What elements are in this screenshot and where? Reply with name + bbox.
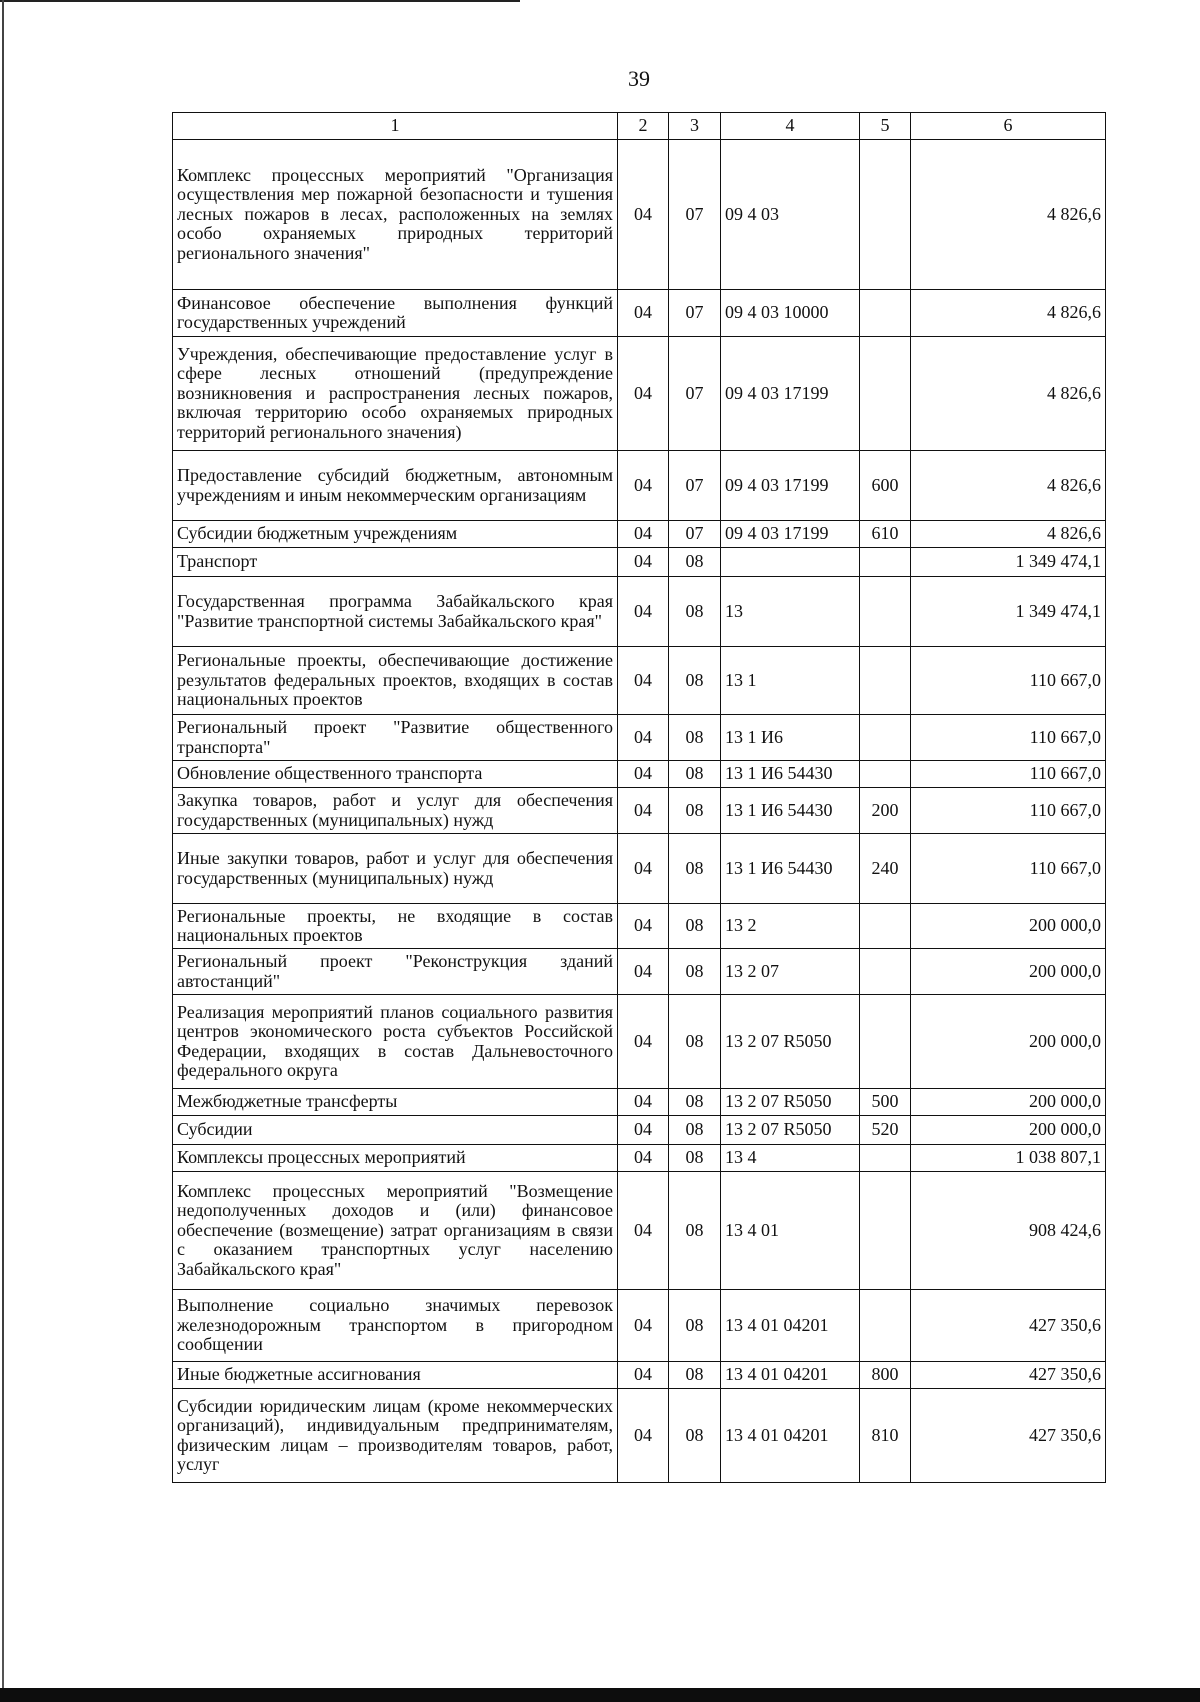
row-cell-c4: 13 2 07 [721,949,860,995]
row-cell-c6: 4 826,6 [911,451,1106,521]
row-cell-c4: 09 4 03 17199 [721,521,860,548]
row-cell-c2: 04 [618,904,669,949]
row-cell-c2: 04 [618,140,669,290]
row-cell-c5: 610 [860,521,911,548]
row-cell-c5 [860,548,911,577]
row-cell-c5 [860,1290,911,1362]
row-name-cell: Государственная программа Забайкальского края "Развитие транспортной системы Забайкальского края" [173,577,618,647]
row-cell-c6: 4 826,6 [911,337,1106,451]
row-cell-c5 [860,337,911,451]
table-row [173,451,1106,521]
table-row [173,1290,1106,1362]
row-cell-c5 [860,1145,911,1172]
row-cell-c6: 4 826,6 [911,140,1106,290]
scan-edge-top [0,0,520,2]
row-cell-c3: 08 [669,1089,721,1116]
row-cell-c2: 04 [618,949,669,995]
table-body [173,140,1106,1483]
row-cell-c6: 200 000,0 [911,904,1106,949]
row-cell-c5 [860,1172,911,1290]
row-name-cell: Субсидии бюджетным учреждениям [173,521,618,548]
header-row [173,113,1106,140]
row-cell-c5 [860,995,911,1089]
row-cell-c5: 600 [860,451,911,521]
row-cell-c5 [860,290,911,337]
row-cell-c5 [860,577,911,647]
row-name-cell: Региональный проект "Развитие общественного транспорта" [173,715,618,761]
row-cell-c5: 500 [860,1089,911,1116]
table-row [173,1362,1106,1389]
row-cell-c2: 04 [618,337,669,451]
row-name-cell: Комплекс процессных мероприятий "Организация осуществления мер пожарной безопасности и тушения лесных пожаров в лесах, расположенных на землях особо охраняемых природных территорий регионального значения" [173,140,618,290]
row-name-cell: Региональные проекты, не входящие в состав национальных проектов [173,904,618,949]
row-cell-c2: 04 [618,995,669,1089]
row-cell-c4: 13 4 01 04201 [721,1389,860,1483]
row-cell-c6: 1 349 474,1 [911,577,1106,647]
row-name-cell: Иные бюджетные ассигнования [173,1362,618,1389]
row-cell-c6: 200 000,0 [911,1089,1106,1116]
row-cell-c4: 13 [721,577,860,647]
row-cell-c2: 04 [618,1290,669,1362]
row-cell-c4: 13 2 07 R5050 [721,1116,860,1145]
header-col-6: 6 [911,113,1106,140]
row-cell-c6: 4 826,6 [911,521,1106,548]
row-cell-c5: 810 [860,1389,911,1483]
row-cell-c5 [860,715,911,761]
table-row [173,788,1106,834]
row-cell-c6: 110 667,0 [911,834,1106,904]
row-cell-c5 [860,647,911,715]
row-name-cell: Обновление общественного транспорта [173,761,618,788]
row-cell-c3: 08 [669,577,721,647]
header-col-2: 2 [618,113,669,140]
table-row [173,904,1106,949]
row-cell-c3: 08 [669,904,721,949]
row-cell-c2: 04 [618,577,669,647]
row-cell-c2: 04 [618,788,669,834]
row-cell-c3: 08 [669,1362,721,1389]
table-row [173,1172,1106,1290]
row-name-cell: Субсидии [173,1116,618,1145]
row-cell-c4: 13 4 01 [721,1172,860,1290]
row-cell-c5: 520 [860,1116,911,1145]
row-cell-c5 [860,904,911,949]
row-cell-c4: 13 1 И6 54430 [721,834,860,904]
row-cell-c6: 427 350,6 [911,1290,1106,1362]
row-name-cell: Региональные проекты, обеспечивающие достижение результатов федеральных проектов, входящих в состав национальных проектов [173,647,618,715]
table-row [173,290,1106,337]
row-cell-c3: 08 [669,1172,721,1290]
row-cell-c3: 07 [669,337,721,451]
row-cell-c5: 240 [860,834,911,904]
page-number [0,66,1200,92]
row-cell-c3: 08 [669,834,721,904]
row-name-cell: Региональный проект "Реконструкция зданий автостанций" [173,949,618,995]
table-row [173,1145,1106,1172]
header-col-1: 1 [173,113,618,140]
row-cell-c4 [721,548,860,577]
row-name-cell: Выполнение социально значимых перевозок железнодорожным транспортом в пригородном сообщении [173,1290,618,1362]
row-cell-c4: 13 2 07 R5050 [721,995,860,1089]
scan-edge-bottom [0,1688,1200,1702]
row-cell-c6: 4 826,6 [911,290,1106,337]
row-cell-c6: 110 667,0 [911,715,1106,761]
table-row [173,1089,1106,1116]
row-cell-c3: 08 [669,647,721,715]
header-col-3: 3 [669,113,721,140]
table-row [173,834,1106,904]
table-row [173,140,1106,290]
table-row [173,949,1106,995]
row-cell-c2: 04 [618,834,669,904]
scan-edge-left [2,0,4,1702]
row-cell-c4: 09 4 03 17199 [721,451,860,521]
row-cell-c4: 13 1 И6 [721,715,860,761]
row-cell-c3: 08 [669,761,721,788]
row-cell-c6: 427 350,6 [911,1389,1106,1483]
row-cell-c6: 110 667,0 [911,647,1106,715]
row-cell-c3: 07 [669,451,721,521]
row-cell-c5: 200 [860,788,911,834]
row-cell-c2: 04 [618,290,669,337]
row-cell-c6: 427 350,6 [911,1362,1106,1389]
row-cell-c6: 200 000,0 [911,1116,1106,1145]
row-cell-c4: 13 4 [721,1145,860,1172]
row-name-cell: Субсидии юридическим лицам (кроме некоммерческих организаций), индивидуальным предпринимателям, физическим лицам – производителям товаров, работ, услуг [173,1389,618,1483]
row-cell-c6: 110 667,0 [911,761,1106,788]
row-cell-c6: 1 038 807,1 [911,1145,1106,1172]
row-cell-c4: 13 1 И6 54430 [721,788,860,834]
row-cell-c6: 1 349 474,1 [911,548,1106,577]
header-col-4: 4 [721,113,860,140]
row-cell-c3: 08 [669,1145,721,1172]
row-cell-c2: 04 [618,647,669,715]
row-cell-c4: 13 1 [721,647,860,715]
row-cell-c3: 08 [669,1290,721,1362]
row-cell-c4: 09 4 03 10000 [721,290,860,337]
row-cell-c4: 13 4 01 04201 [721,1362,860,1389]
row-name-cell: Транспорт [173,548,618,577]
row-cell-c2: 04 [618,761,669,788]
row-cell-c3: 08 [669,995,721,1089]
row-cell-c5 [860,761,911,788]
row-cell-c3: 08 [669,1389,721,1483]
table-row [173,1116,1106,1145]
row-name-cell: Учреждения, обеспечивающие предоставление услуг в сфере лесных отношений (предупреждение возникновения и распространения лесных пожаров, включая территорию особо охраняемых природных территорий регионального значения) [173,337,618,451]
table-row [173,647,1106,715]
row-name-cell: Закупка товаров, работ и услуг для обеспечения государственных (муниципальных) нужд [173,788,618,834]
row-cell-c3: 07 [669,140,721,290]
row-cell-c6: 200 000,0 [911,949,1106,995]
row-cell-c4: 09 4 03 17199 [721,337,860,451]
row-cell-c3: 07 [669,290,721,337]
row-cell-c2: 04 [618,1172,669,1290]
row-cell-c3: 08 [669,788,721,834]
row-cell-c4: 13 2 07 R5050 [721,1089,860,1116]
table-row [173,521,1106,548]
row-cell-c2: 04 [618,1362,669,1389]
row-name-cell: Межбюджетные трансферты [173,1089,618,1116]
table-row [173,577,1106,647]
row-cell-c2: 04 [618,521,669,548]
row-cell-c3: 08 [669,949,721,995]
table-row [173,337,1106,451]
table-row [173,1389,1106,1483]
table-row [173,715,1106,761]
row-cell-c4: 09 4 03 [721,140,860,290]
row-cell-c3: 08 [669,715,721,761]
row-cell-c5 [860,949,911,995]
table-row [173,548,1106,577]
row-cell-c2: 04 [618,1089,669,1116]
row-cell-c2: 04 [618,451,669,521]
row-cell-c6: 200 000,0 [911,995,1106,1089]
row-name-cell: Комплекс процессных мероприятий "Возмещение недополученных доходов и (или) финансовое обеспечение (возмещение) затрат организациям в связи с оказанием транспортных услуг населению Забайкальского края" [173,1172,618,1290]
row-cell-c3: 08 [669,548,721,577]
row-name-cell: Комплексы процессных мероприятий [173,1145,618,1172]
row-cell-c5 [860,140,911,290]
row-cell-c2: 04 [618,715,669,761]
table-row [173,761,1106,788]
row-cell-c4: 13 2 [721,904,860,949]
row-cell-c2: 04 [618,548,669,577]
table-row [173,995,1106,1089]
row-cell-c2: 04 [618,1389,669,1483]
row-cell-c2: 04 [618,1116,669,1145]
header-col-5: 5 [860,113,911,140]
row-name-cell: Реализация мероприятий планов социального развития центров экономического роста субъектов Российской Федерации, входящих в состав Дальневосточного федерального округа [173,995,618,1089]
table-header [173,113,1106,140]
row-name-cell: Иные закупки товаров, работ и услуг для обеспечения государственных (муниципальных) нужд [173,834,618,904]
row-cell-c3: 08 [669,1116,721,1145]
page-number-text: 39 [628,66,650,91]
row-cell-c6: 110 667,0 [911,788,1106,834]
row-cell-c6: 908 424,6 [911,1172,1106,1290]
row-cell-c4: 13 4 01 04201 [721,1290,860,1362]
row-cell-c2: 04 [618,1145,669,1172]
budget-table [172,112,1106,1483]
row-cell-c4: 13 1 И6 54430 [721,761,860,788]
row-cell-c3: 07 [669,521,721,548]
row-name-cell: Предоставление субсидий бюджетным, автономным учреждениям и иным некоммерческим организациям [173,451,618,521]
row-cell-c5: 800 [860,1362,911,1389]
row-name-cell: Финансовое обеспечение выполнения функций государственных учреждений [173,290,618,337]
